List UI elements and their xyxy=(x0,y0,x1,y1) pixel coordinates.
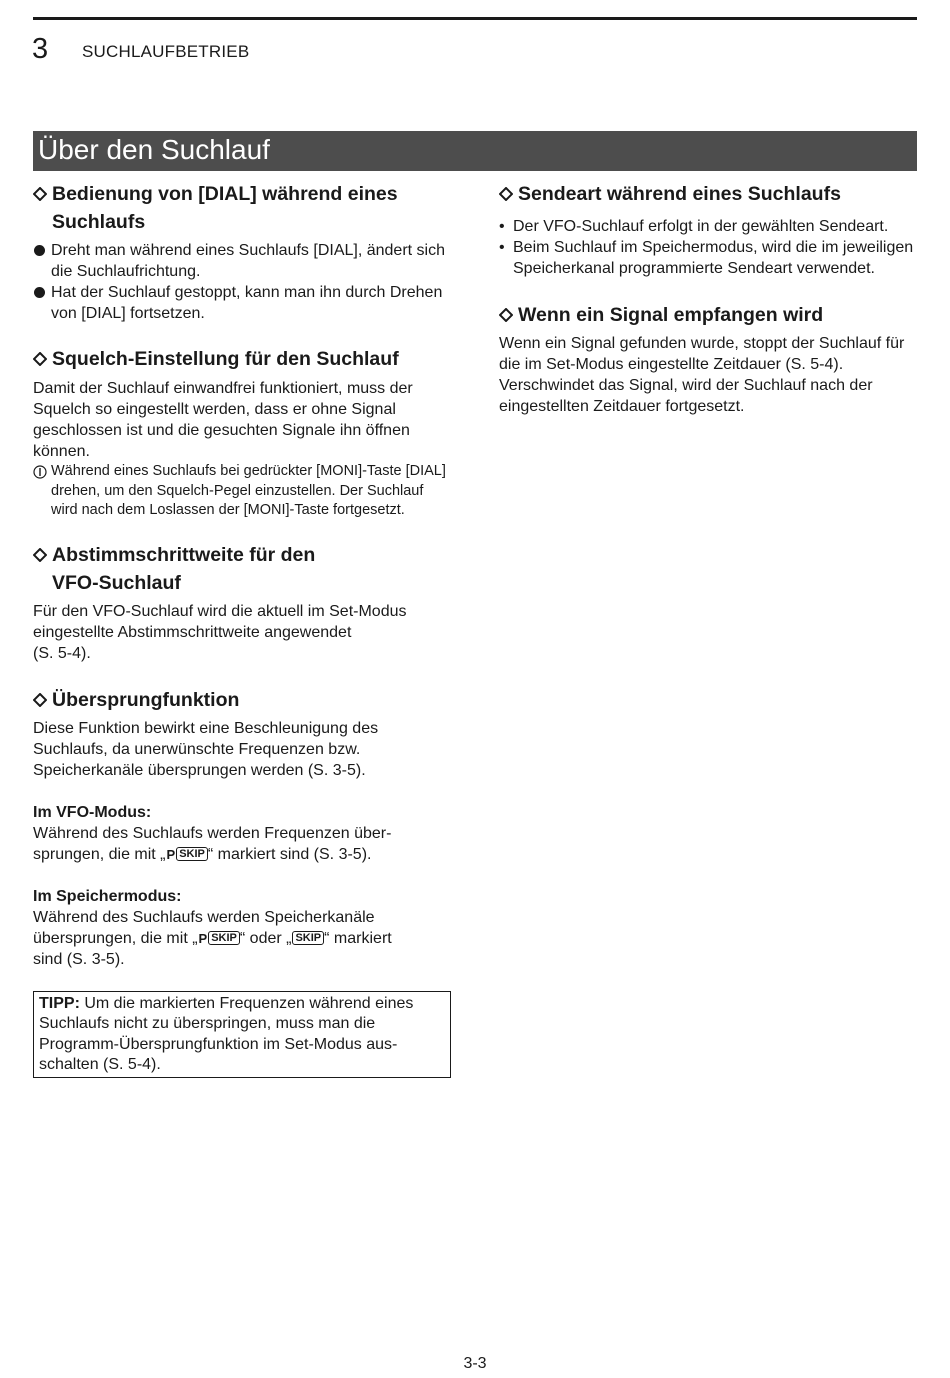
section-title-bar xyxy=(33,131,917,171)
p-mark-icon: P xyxy=(198,930,208,946)
left-column xyxy=(33,180,451,1078)
memory-mode-label: Im Speichermodus: xyxy=(33,887,182,905)
mode-bullets xyxy=(499,216,917,279)
step-body: Für den VFO-Suchlauf wird die aktuell im Set-Modus eingestellte Abstimmschrittweite angewendet (S. 5-4). xyxy=(33,602,407,662)
signal-heading: Wenn ein Signal empfangen wird xyxy=(499,301,917,329)
skip-mark-icon: SKIP xyxy=(292,931,324,945)
diamond-icon xyxy=(33,180,52,208)
step-section xyxy=(33,541,451,664)
page-number: 3-3 xyxy=(463,1355,487,1372)
bullet-dot-icon xyxy=(34,245,45,256)
tip-label: TIPP: xyxy=(39,994,80,1012)
diamond-icon xyxy=(499,301,518,329)
list-item: • Beim Suchlauf im Speichermodus, wird die im jeweiligen Speicherkanal programmierte Sendeart verwendet. xyxy=(499,239,914,277)
skip-heading: Übersprungfunktion xyxy=(33,686,451,714)
list-item: Dreht man während eines Suchlaufs [DIAL], ändert sich die Suchlaufrichtung. xyxy=(33,240,451,282)
skip-mark-icon: SKIP xyxy=(176,847,208,861)
bullet-dot-icon xyxy=(34,287,45,298)
vfo-mode-text: Während des Suchlaufs werden Frequenzen über- sprungen, die mit „P SKIP “ markiert sind (S. 3-5). xyxy=(33,824,392,863)
diamond-icon xyxy=(33,345,52,373)
dial-heading: Bedienung von [DIAL] während eines Suchlaufs xyxy=(33,180,451,236)
diamond-icon xyxy=(33,541,52,569)
diamond-icon xyxy=(499,180,518,208)
section-title: Über den Suchlauf xyxy=(38,134,270,165)
p-mark-icon: P xyxy=(166,846,176,862)
chapter-title: SUCHLAUFBETRIEB xyxy=(82,42,250,61)
vfo-mode-label: Im VFO-Modus: xyxy=(33,803,152,821)
signal-body: Wenn ein Signal gefunden wurde, stoppt der Suchlauf für die im Set-Modus eingestellte Zeitdauer (S. 5-4). Verschwindet das Signal, wird der Suchlauf nach der eingestellten Zeitdauer fortgesetzt. xyxy=(499,335,905,415)
squelch-heading: Squelch-Einstellung für den Suchlauf xyxy=(33,345,451,373)
dial-bullets xyxy=(33,240,451,324)
header-rule xyxy=(33,17,917,20)
memory-mode-text: Während des Suchlaufs werden Speicherkanäle übersprungen, die mit „P SKIP “ oder „ SKIP “ markiert sind (S. 3-5). xyxy=(33,908,392,968)
right-column xyxy=(499,180,917,417)
dial-section xyxy=(33,180,451,324)
chapter-number: 3 xyxy=(32,33,49,65)
tip-box xyxy=(33,991,451,1078)
diamond-icon xyxy=(33,686,52,714)
signal-section xyxy=(499,301,917,417)
squelch-body: Damit der Suchlauf einwandfrei funktioniert, muss der Squelch so eingestellt werden, dass er ohne Signal geschlossen ist und die gesuchten Signale ihn öffnen können. xyxy=(33,380,413,460)
mode-heading: Sendeart während eines Suchlaufs xyxy=(499,180,917,208)
mode-section xyxy=(499,180,917,279)
list-item: • Der VFO-Suchlauf erfolgt in der gewählten Sendeart. xyxy=(499,218,889,235)
tip-text: Um die markierten Frequenzen während eines Suchlaufs nicht zu überspringen, muss man die Programm-Übersprungfunktion im Set-Modus aus-schalten (S. 5-4). xyxy=(39,994,414,1073)
list-item: Hat der Suchlauf gestoppt, kann man ihn durch Drehen von [DIAL] fortsetzen. xyxy=(33,282,451,324)
squelch-note: Während eines Suchlaufs bei gedrückter [MONI]-Taste [DIAL] drehen, um den Squelch-Pegel einzustellen. Der Suchlauf wird nach dem Loslassen der [MONI]-Taste fortgesetzt. xyxy=(33,462,451,521)
skip-mark-icon: SKIP xyxy=(208,931,240,945)
skip-body: Diese Funktion bewirkt eine Beschleunigung des Suchlaufs, da unerwünschte Frequenzen bzw. Speicherkanäle übersprungen werden (S. 3-5). xyxy=(33,719,379,779)
info-icon xyxy=(33,465,47,486)
skip-section xyxy=(33,686,451,1078)
step-heading: Abstimmschrittweite für den VFO-Suchlauf xyxy=(33,541,451,597)
squelch-section xyxy=(33,345,451,521)
